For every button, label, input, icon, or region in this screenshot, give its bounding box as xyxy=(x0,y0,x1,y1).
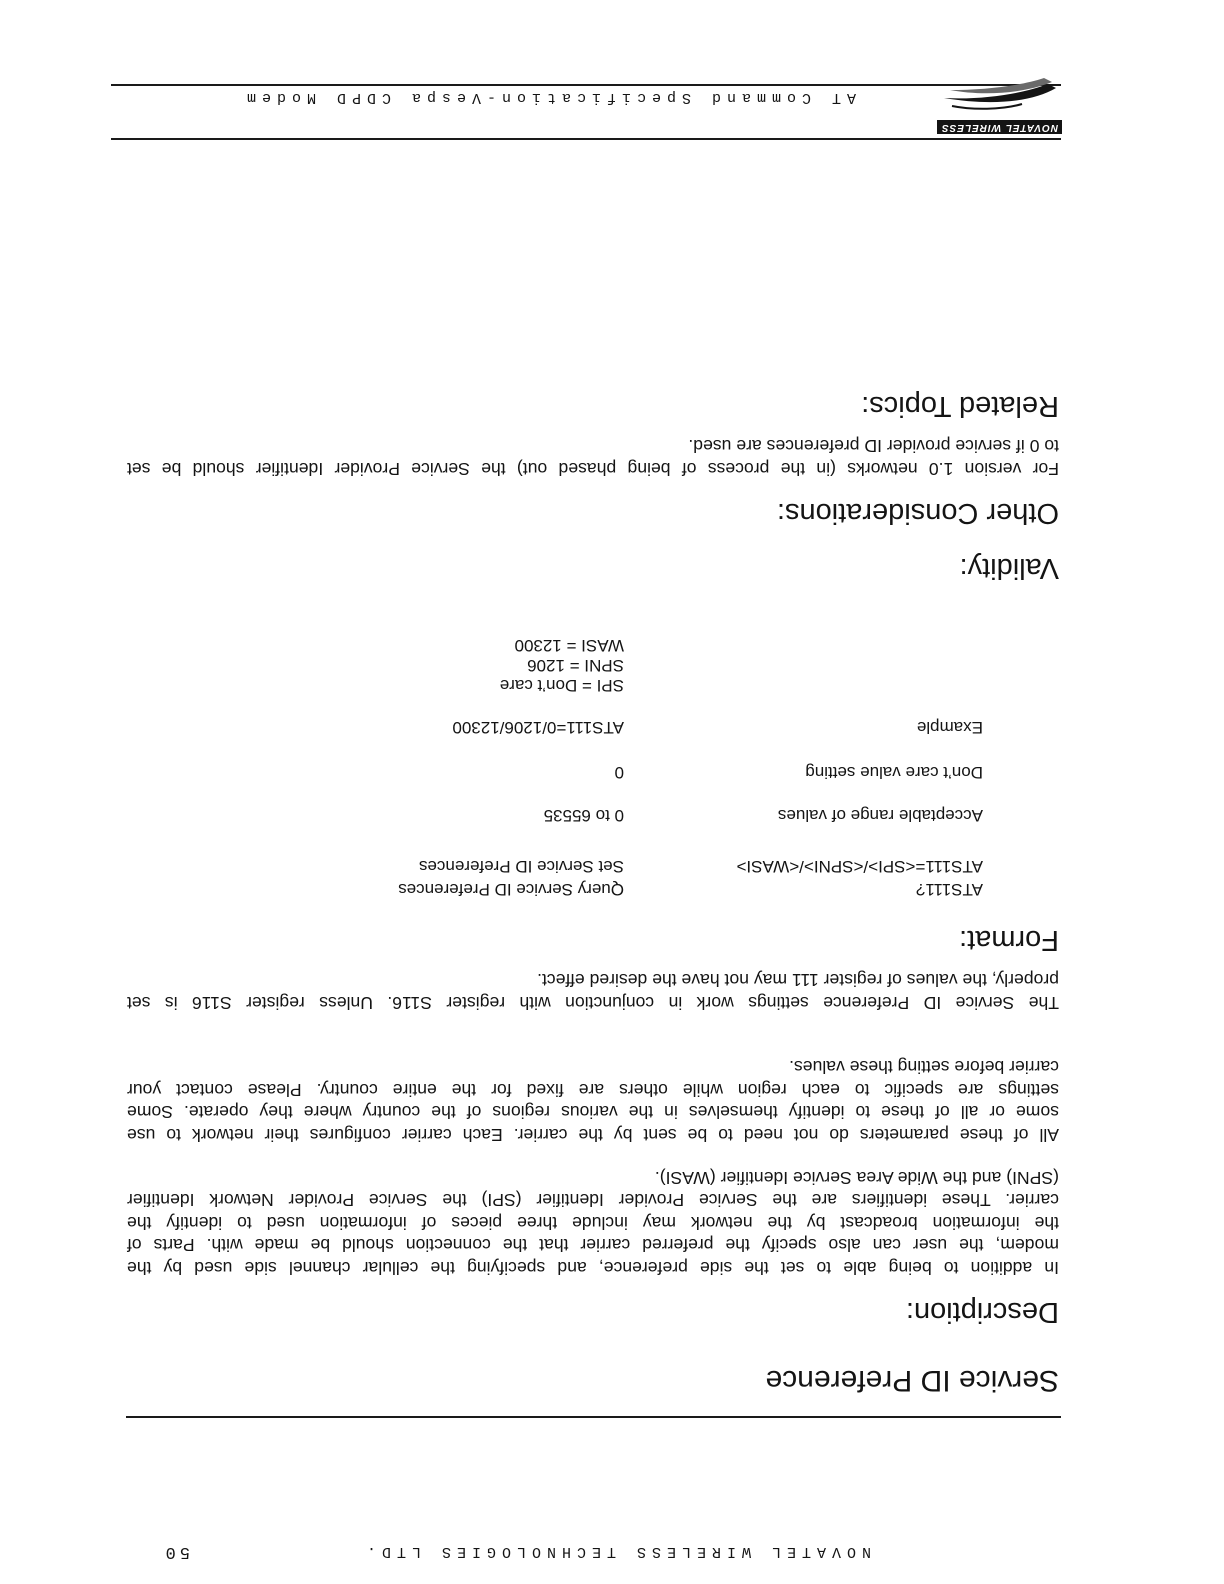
footer-rule-top xyxy=(111,138,1061,140)
page-header xyxy=(0,1404,1224,1584)
dont-care-label: Don’t care value setting xyxy=(805,763,983,782)
description-paragraph-3 xyxy=(127,969,1059,1014)
company-name: NOVATEL WIRELESS TECHNOLOGIES LTD. xyxy=(360,1543,871,1560)
footer-rule-bottom xyxy=(111,84,1061,86)
logo-wordmark: NOVATEL WIRELESS xyxy=(937,120,1062,134)
example-line: WASI = 12300 xyxy=(514,636,624,655)
logo-swoosh-icon xyxy=(937,68,1062,118)
format-command: ATS111=<SPI>/<SPNI>/<WASI> xyxy=(736,857,983,876)
paragraph-line: For version 1.0 networks (in the process of being phased out) the Service Provider Identifier should be set xyxy=(127,459,1059,479)
format-meaning: Query Service ID Preferences xyxy=(398,880,624,899)
paragraph-line: All of these parameters do not need to be sent by the carrier. Each carrier configures their network to use xyxy=(127,1125,1059,1145)
acceptable-range-value: 0 to 65535 xyxy=(543,806,624,825)
paragraph-line: some or all of these to identify themselves in the various regions of the country where they operate. Some xyxy=(127,1102,1059,1123)
paragraph-line: carrier before setting these values. xyxy=(789,1057,1059,1078)
paragraph-line: In addition to being able to set the side preference, and specifying the cellular channel side used by the xyxy=(127,1258,1059,1278)
paragraph-line: carrier. These identifiers are the Service Provider Identifier (SPI) the Service Provider Network Identifier xyxy=(127,1190,1059,1211)
paragraph-line: settings are specific to each region while others are fixed for the entire country. Please contact your xyxy=(127,1080,1059,1100)
example-command: ATS111=0/1206/12300 xyxy=(452,718,624,737)
paragraph-line: properly, the values of register 111 may not have the desired effect. xyxy=(537,970,1059,991)
description-paragraph-1 xyxy=(127,1167,1059,1280)
document-title: AT Command Specification-Vespa CDPD Modem xyxy=(240,89,856,106)
format-heading: Format: xyxy=(959,924,1059,956)
company-logo xyxy=(937,68,1062,134)
validity-heading: Validity: xyxy=(959,552,1059,584)
paragraph-line: The Service ID Preference settings work in conjunction with register S116. Unless register S116 is set xyxy=(127,993,1059,1013)
page-number: 50 xyxy=(161,1542,190,1561)
page-title: Service ID Preference xyxy=(765,1364,1059,1397)
other-considerations-heading: Other Considerations: xyxy=(776,497,1059,529)
paragraph-line: modem, the user can also specify the preferred carrier that the connection should be made with. Parts of xyxy=(127,1235,1059,1256)
paragraph-line: to 0 if service provider ID preferences are used. xyxy=(688,436,1059,457)
header-rule xyxy=(126,1416,1061,1418)
example-line: SPI = Don’t care xyxy=(499,676,624,695)
description-heading: Description: xyxy=(905,1296,1059,1328)
acceptable-range-label: Acceptable range of values xyxy=(777,806,983,825)
dont-care-value: 0 xyxy=(614,763,624,782)
example-label: Example xyxy=(916,718,983,737)
example-breakdown xyxy=(500,635,624,695)
format-command: ATS111? xyxy=(915,880,983,899)
description-paragraph-2 xyxy=(127,1056,1059,1146)
paragraph-line: the information broadcast by the network may include three pieces of information used to identify the xyxy=(127,1213,1059,1233)
paragraph-line: (SPNI) and the Wide Area Service Identifier (WASI). xyxy=(654,1168,1059,1188)
format-meaning: Set Service ID Preferences xyxy=(418,857,624,876)
related-topics-heading: Related Topics: xyxy=(861,390,1059,422)
other-considerations-text xyxy=(127,435,1059,480)
example-line: SPNI = 1206 xyxy=(527,656,624,675)
